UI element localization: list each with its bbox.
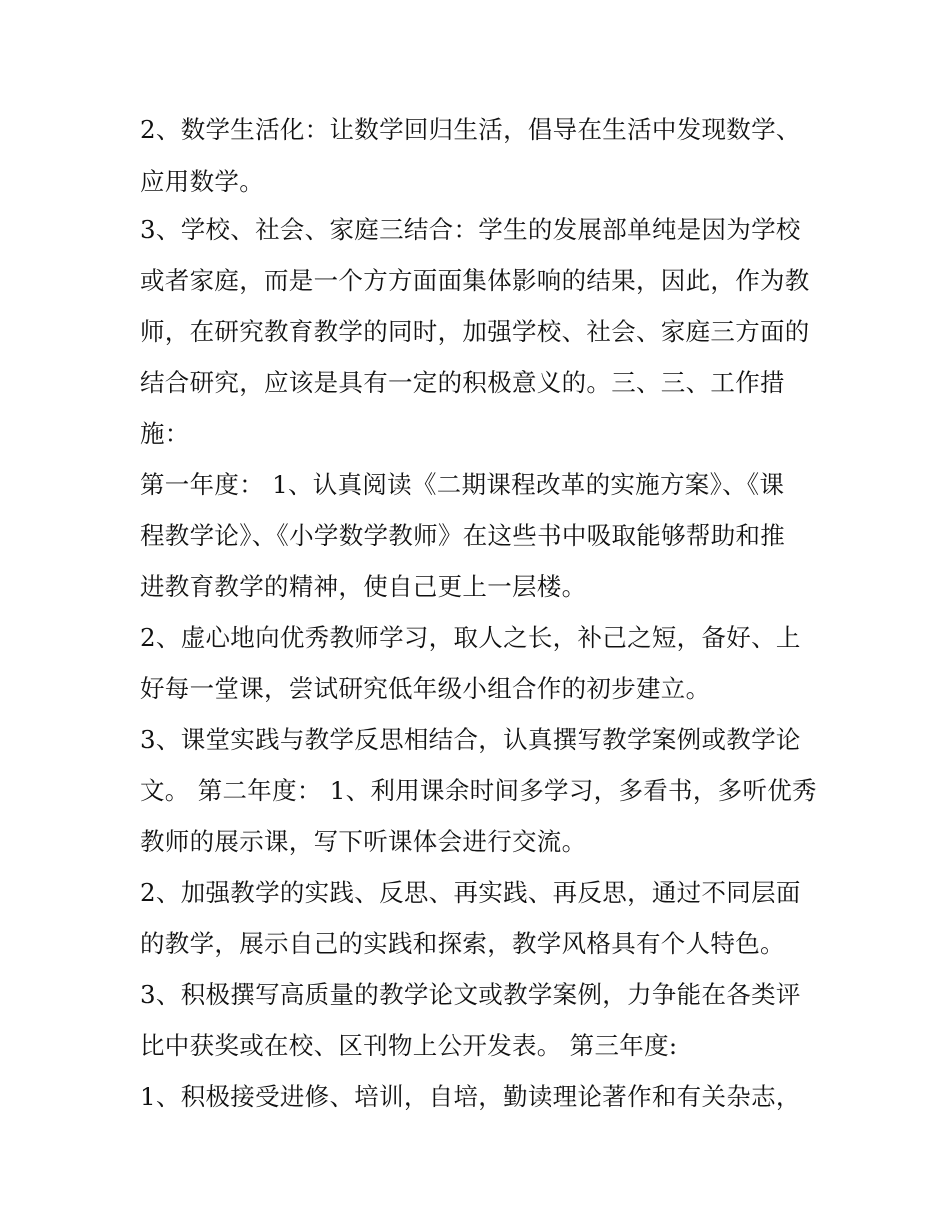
text-line: 好每一堂课，尝试研究低年级小组合作的初步建立。: [140, 674, 711, 703]
text-line: 2、虚心地向优秀教师学习，取人之长，补己之短，备好、上: [140, 623, 801, 652]
text-line: 或者家庭，而是一个方方面面集体影响的结果，因此，作为教: [140, 266, 810, 295]
text-line: 程教学论》、《小学数学教师》在这些书中吸取能够帮助和推: [140, 521, 786, 550]
text-line: 应用数学。: [140, 167, 264, 196]
text-line: 的教学，展示自己的实践和探索，教学风格具有个人特色。: [140, 929, 785, 958]
text-line: 文。 第二年度： 1、利用课余时间多学习，多看书，多听优秀: [140, 776, 817, 805]
text-line: 2、数学生活化：让数学回归生活，倡导在生活中发现数学、: [140, 115, 801, 144]
text-line: 教师的展示课，写下听课体会进行交流。: [140, 827, 587, 856]
text-line: 3、积极撰写高质量的教学论文或教学案例，力争能在各类评: [140, 980, 801, 1009]
text-line: 进教育教学的精神，使自己更上一层楼。: [140, 572, 587, 601]
text-line: 1、积极接受进修、培训，自培，勤读理论著作和有关杂志，: [140, 1082, 801, 1111]
text-line: 2、加强教学的实践、反思、再实践、再反思，通过不同层面: [140, 878, 801, 907]
text-line: 比中获奖或在校、区刊物上公开发表。 第三年度:: [140, 1031, 678, 1060]
text-line: 结合研究，应该是具有一定的积极意义的。三、三、工作措: [140, 368, 785, 397]
text-line: 师，在研究教育教学的同时，加强学校、社会、家庭三方面的: [140, 317, 810, 346]
text-line: 施：: [140, 419, 190, 448]
text-line: 3、学校、社会、家庭三结合：学生的发展部单纯是因为学校: [140, 215, 801, 244]
text-line: 第一年度： 1、认真阅读《二期课程改革的实施方案》、《课: [140, 470, 785, 499]
text-line: 3、课堂实践与教学反思相结合，认真撰写教学案例或教学论: [140, 725, 801, 754]
